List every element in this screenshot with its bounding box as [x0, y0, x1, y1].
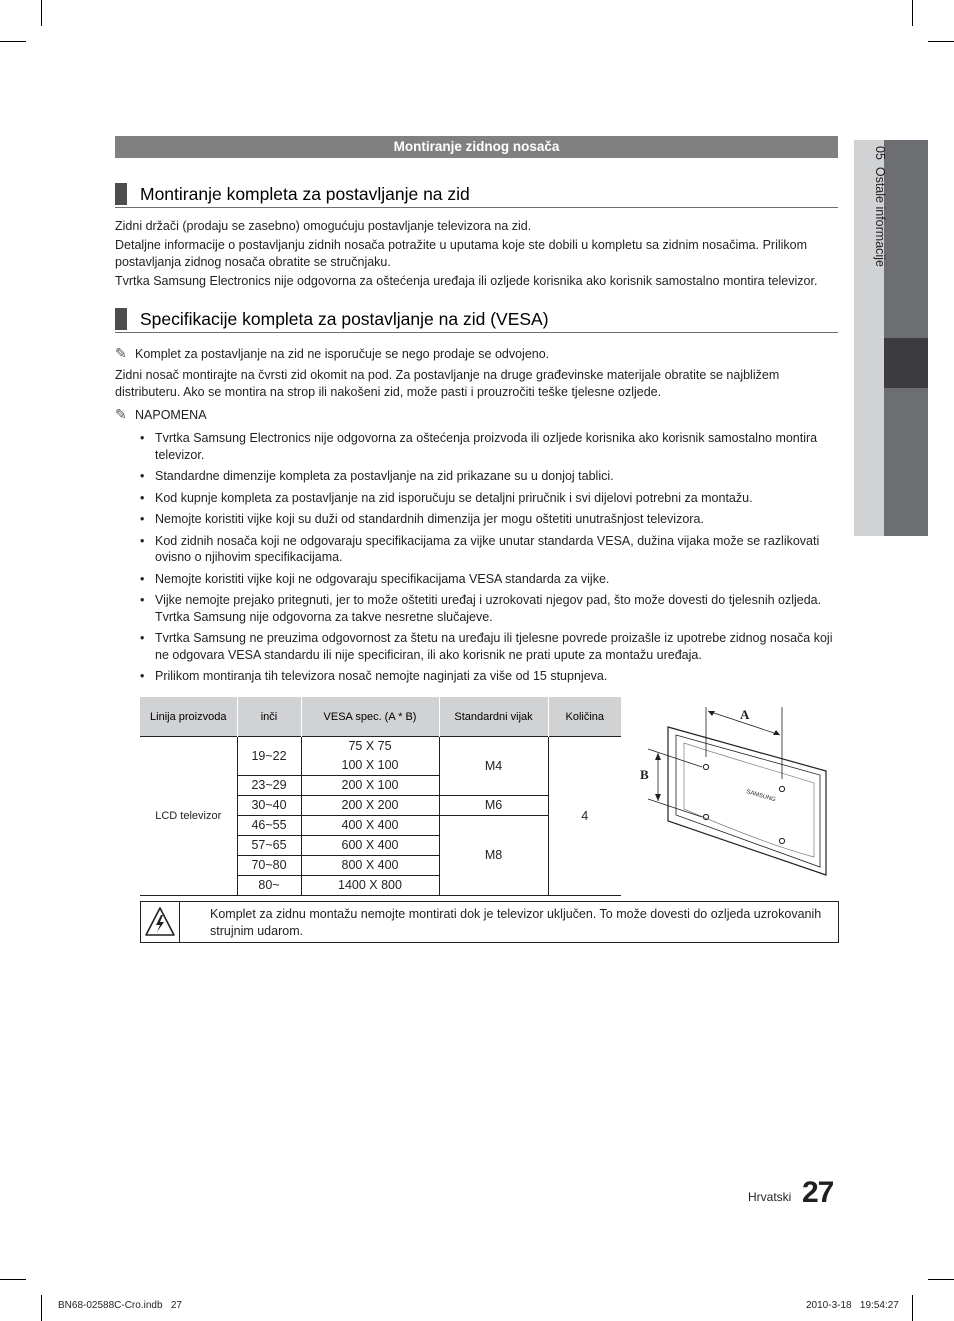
- paragraph: Detaljne informacije o postavljanju zidnih nosača potražite u uputama koje ste dobili u kompletu sa zidnim nosačima. Prilikom postavljanja zidnog nosača obratite se stručnjaku.: [115, 238, 808, 269]
- chapter-title: Ostale informacije: [873, 166, 887, 267]
- inch-cell: 23~29: [237, 776, 301, 796]
- paragraph: Zidni držači (prodaju se zasebno) omogućuju postavljanje televizora na zid.: [115, 219, 532, 233]
- warning-text: Komplet za zidnu montažu nemojte montirati dok je televizor uključen. To može dovesti do ozljeda uzrokovanih strujnim udarom.: [210, 907, 822, 938]
- note-text: Komplet za postavljanje na zid ne isporučuje se nego prodaje se odvojeno.: [135, 347, 550, 361]
- quantity-cell: 4: [548, 737, 621, 896]
- dimension-b-label: B: [640, 767, 649, 782]
- list-item: • Vijke nemojte prejako pritegnuti, jer to može oštetiti uređaj i uzrokovati njegov pad, što može dovesti do tjelesnih ozljeda. Tvrtka Samsung nije odgovorna za takve nesretne slučajeve.: [140, 592, 840, 625]
- crop-mark: [928, 41, 954, 42]
- crop-mark: [928, 1279, 954, 1280]
- side-tab-active-marker: [884, 338, 928, 388]
- vesa-cell: 1400 X 800: [301, 876, 439, 896]
- notes-list: [140, 430, 840, 690]
- diagram-brand-text: SAMSUNG: [745, 789, 777, 804]
- table-header-cell: Količina: [548, 697, 621, 737]
- electric-shock-warning-icon: [141, 902, 179, 942]
- dimension-a-label: A: [740, 707, 750, 722]
- section-header-bar: Montiranje zidnog nosača: [115, 136, 838, 158]
- heading-text: Specifikacije kompleta za postavljanje na zid (VESA): [140, 309, 549, 329]
- crop-mark: [0, 41, 26, 42]
- list-item: • Prilikom montiranja tih televizora nosač nemojte naginjati za više od 15 stupnjeva.: [140, 668, 840, 685]
- vesa-cell: 100 X 100: [301, 756, 439, 776]
- table-row: [140, 737, 621, 757]
- print-date-info: 2010-3-18 19:54:27: [806, 1300, 899, 1311]
- pencil-note-icon: ✎: [115, 407, 127, 423]
- tv-back-vesa-diagram: [636, 697, 836, 887]
- note-label: NAPOMENA: [135, 408, 207, 422]
- table-header-cell: VESA spec. (A * B): [301, 697, 439, 737]
- pencil-note-icon: ✎: [115, 346, 127, 362]
- note-line: [115, 346, 840, 363]
- product-line-cell: LCD televizor: [140, 737, 237, 896]
- heading-text: Montiranje kompleta za postavljanje na zid: [140, 184, 470, 204]
- crop-mark: [41, 1295, 42, 1321]
- heading-marker: [115, 308, 127, 330]
- paragraph: Tvrtka Samsung Electronics nije odgovorna za oštećenja uređaja ili ozljede korisnika ako korisnik samostalno montira televizor.: [115, 274, 818, 288]
- section-heading-wall-mount: [115, 183, 838, 208]
- note-heading: [115, 407, 840, 424]
- page-number: 27: [802, 1176, 834, 1209]
- warning-icon-box: [141, 902, 180, 942]
- vesa-spec-table: [140, 697, 621, 896]
- inch-cell: 80~: [237, 876, 301, 896]
- vesa-cell: 600 X 400: [301, 836, 439, 856]
- table-header-cell: Standardni vijak: [439, 697, 548, 737]
- vesa-cell: 200 X 200: [301, 796, 439, 816]
- heading-marker: [115, 183, 127, 205]
- screw-cell: M4: [439, 737, 548, 796]
- crop-mark: [41, 0, 42, 26]
- table-header-row: [140, 697, 621, 737]
- crop-mark: [912, 1295, 913, 1321]
- chapter-side-label: [870, 146, 890, 346]
- inch-cell: 46~55: [237, 816, 301, 836]
- list-item: • Tvrtka Samsung ne preuzima odgovornost za štetu na uređaju ili tjelesne povrede proizašle iz upotrebe zidnog nosača koji ne odgovara VESA standardu ili nije specificiran, ili ako korisnik ne prati upute za montažu uređaja.: [140, 630, 840, 663]
- section-heading-vesa: [115, 308, 838, 333]
- vesa-cell: 200 X 100: [301, 776, 439, 796]
- chapter-side-tab: [854, 140, 928, 536]
- inch-cell: 57~65: [237, 836, 301, 856]
- print-file-info: BN68-02588C-Cro.indb 27: [58, 1300, 182, 1311]
- inch-cell: 19~22: [237, 737, 301, 776]
- vesa-cell: 400 X 400: [301, 816, 439, 836]
- vesa-cell: 800 X 400: [301, 856, 439, 876]
- list-item: • Tvrtka Samsung Electronics nije odgovorna za oštećenja proizvoda ili ozljede korisnika ako korisnik samostalno montira televizor.: [140, 430, 840, 463]
- list-item: • Nemojte koristiti vijke koji ne odgovaraju specifikacijama VESA standarda za vijke.: [140, 571, 840, 588]
- table-header-cell: Linija proizvoda: [140, 697, 237, 737]
- language-label: Hrvatski: [748, 1190, 792, 1204]
- list-item: • Standardne dimenzije kompleta za postavljanje na zid prikazane su u donjoj tablici.: [140, 468, 840, 485]
- inch-cell: 70~80: [237, 856, 301, 876]
- crop-mark: [912, 0, 913, 26]
- chapter-number: 05: [873, 146, 887, 160]
- table-header-cell: inči: [237, 697, 301, 737]
- crop-mark: [0, 1279, 26, 1280]
- screw-cell: M8: [439, 816, 548, 896]
- screw-cell: M6: [439, 796, 548, 816]
- list-item: • Kod kupnje kompleta za postavljanje na zid isporučuju se detaljni priručnik i svi dijelovi potrebni za montažu.: [140, 490, 840, 507]
- list-item: • Kod zidnih nosača koji ne odgovaraju specifikacijama za vijke unutar standarda VESA, dužina vijaka može se razlikovati ovisno o njihovim specifikacijama.: [140, 533, 840, 566]
- inch-cell: 30~40: [237, 796, 301, 816]
- warning-box: [140, 901, 839, 943]
- list-item: • Nemojte koristiti vijke koji su duži od standardnih dimenzija jer mogu oštetiti unutrašnjost televizora.: [140, 511, 840, 528]
- vesa-cell: 75 X 75: [301, 737, 439, 757]
- paragraph: Zidni nosač montirajte na čvrsti zid okomit na pod. Za postavljanje na druge građevinske materijale obratite se najbližem distributeru. Ako se montira na strop ili nakošeni zid, može pasti i prouzročiti teške tjelesne ozljede.: [115, 368, 780, 399]
